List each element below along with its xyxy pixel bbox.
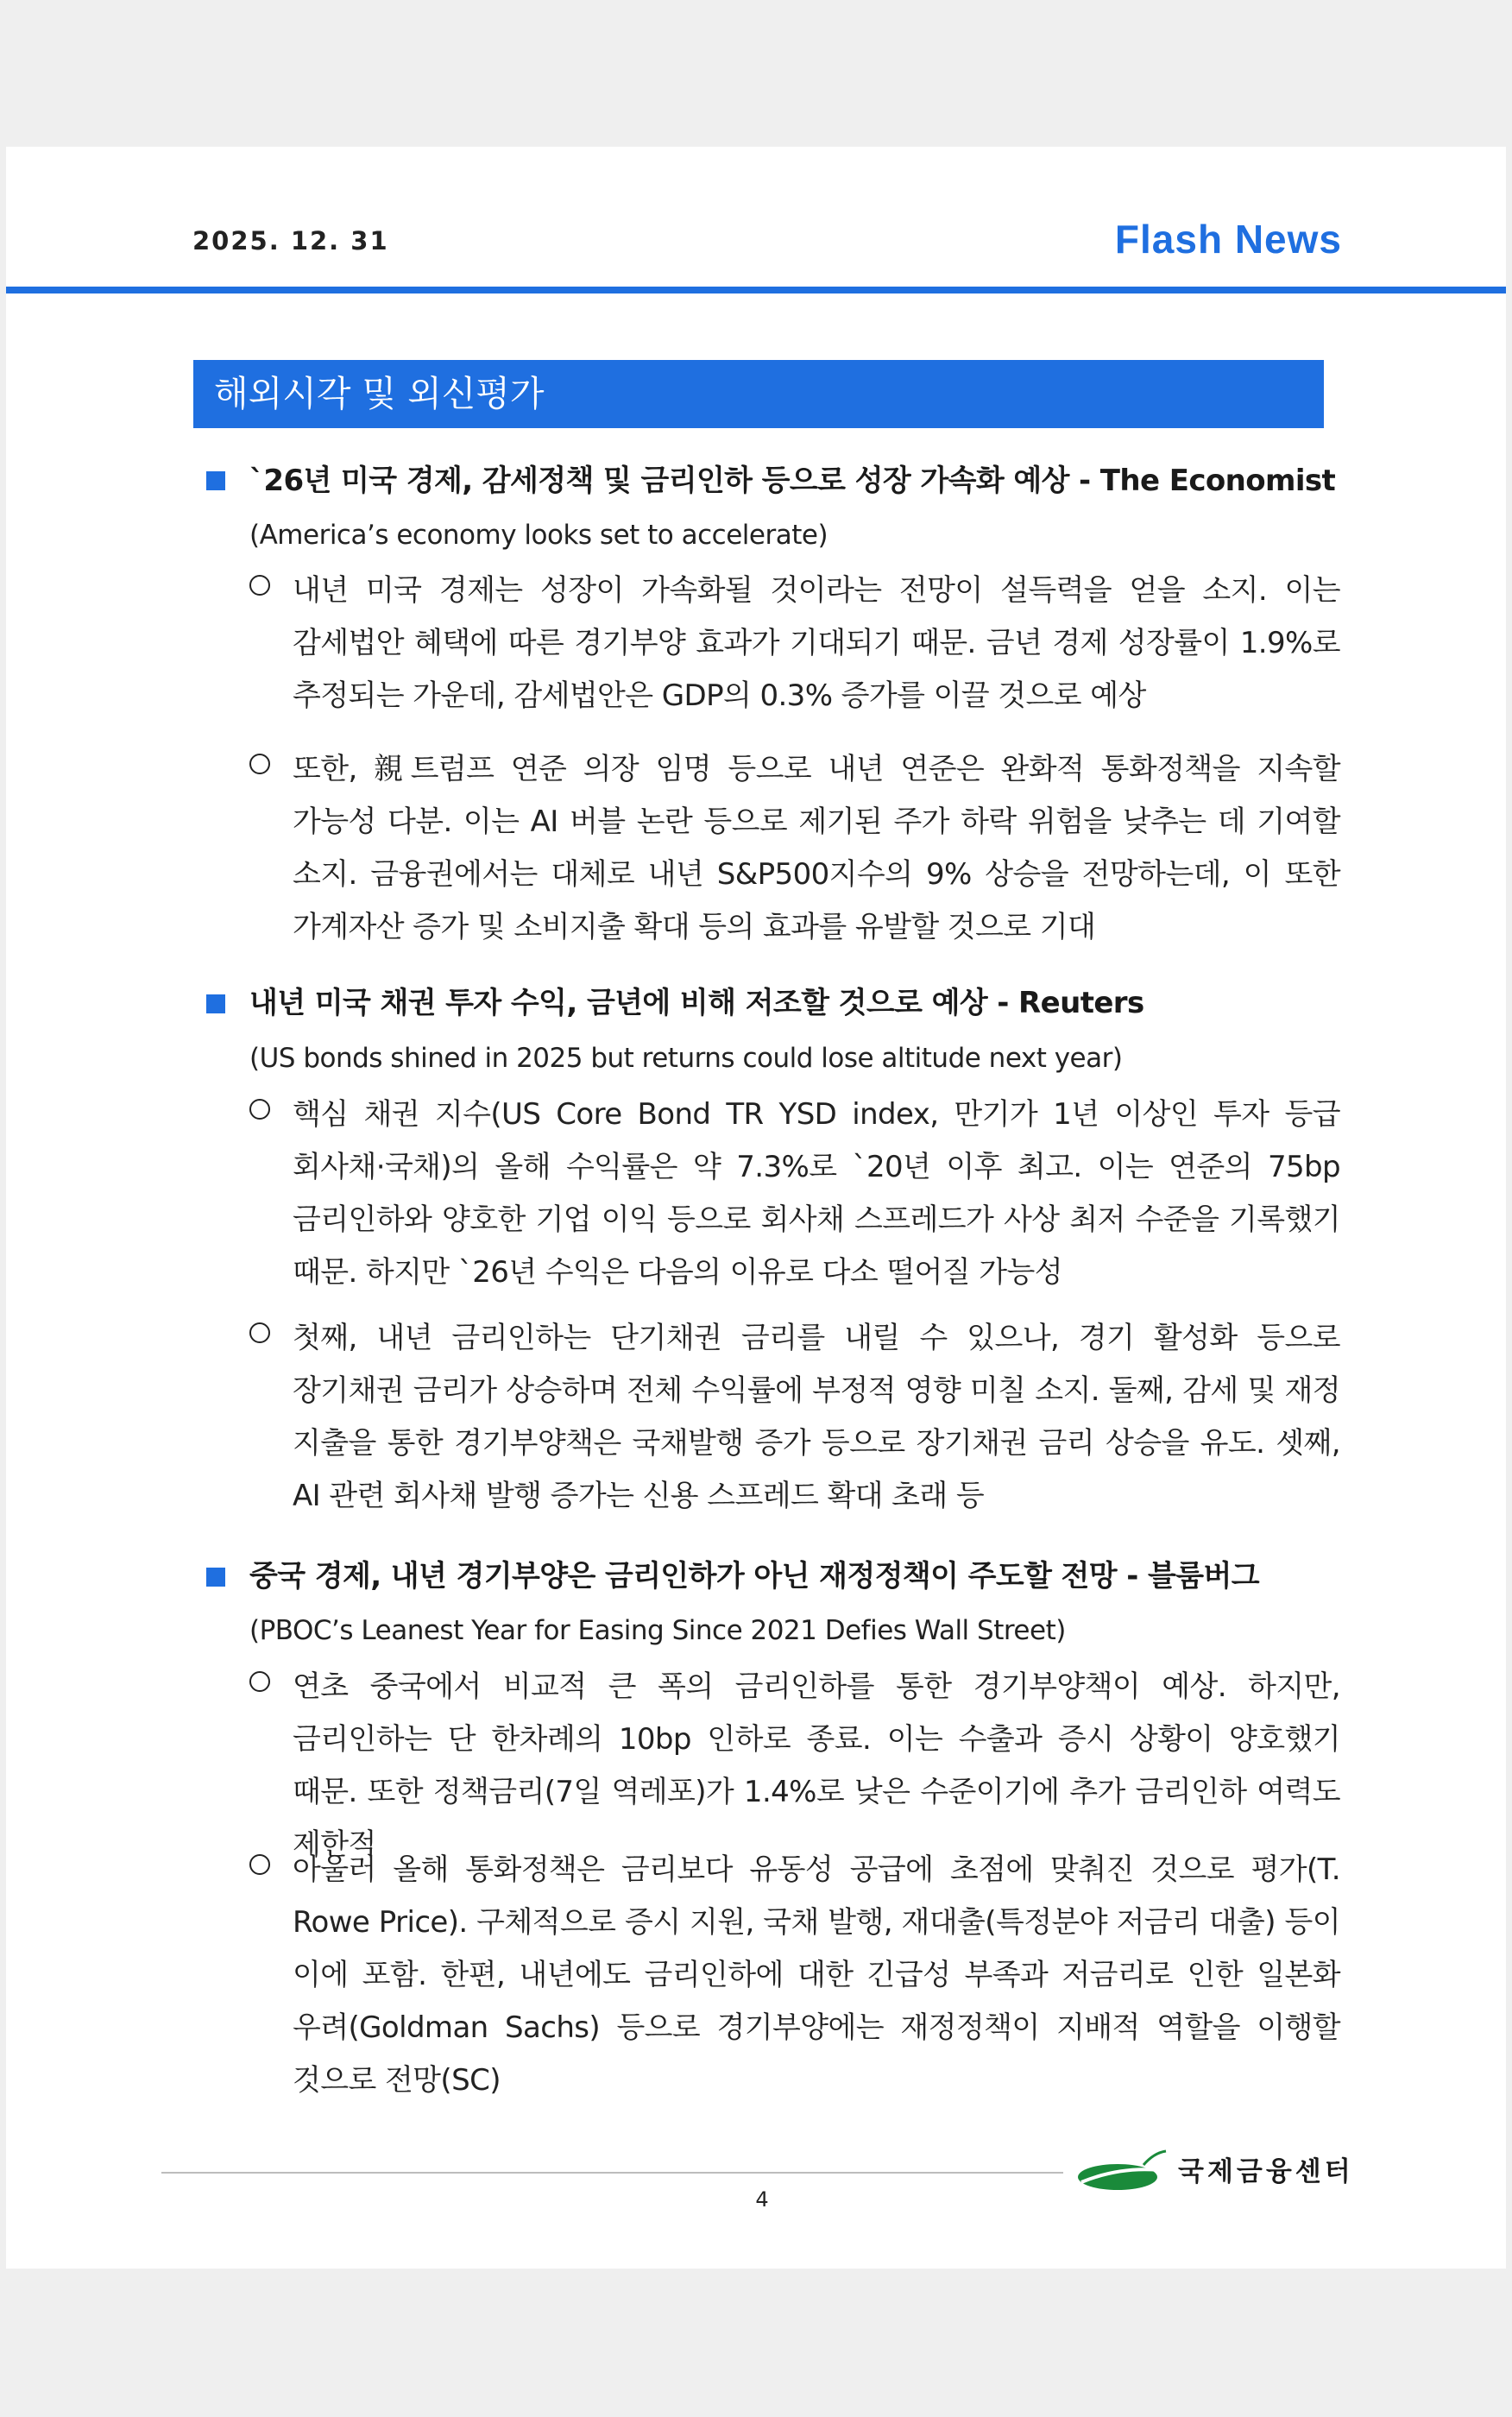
news-bullet [249, 565, 1340, 723]
report-brand: Flash News [1114, 217, 1342, 262]
organization-name: 국제금융센터 [1178, 2156, 1354, 2187]
report-date: 2025. 12. 31 [192, 226, 389, 256]
news-item-title: `26년 미국 경제, 감세정책 및 금리인하 등으로 성장 가속화 예상 - The Economist [249, 464, 1336, 498]
footer-divider [161, 2172, 1063, 2174]
bullet-text: 또한, 親트럼프 연준 의장 임명 등으로 내년 연준은 완화적 통화정책을 지속할 가능성 다분. 이는 AI 버블 논란 등으로 제기된 주가 하락 위험을 낮추는 데 기여할 소지. 금융권에서는 대체로 내년 S&P500지수의 9% 상승을 전망하는데, 이 또한 가계자산 증가 및 소비지출 확대 등의 효과를 유발할 것으로 기대 [293, 752, 1340, 944]
bullet-text: 내년 미국 경제는 성장이 가속화될 것이라는 전망이 설득력을 얻을 소지. 이는 감세법안 혜택에 따른 경기부양 효과가 기대되기 때문. 금년 경제 성장률이 1.9%로 추정되는 가운데, 감세법안은 GDP의 0.3% 증가를 이끌 것으로 예상 [293, 573, 1340, 713]
circle-bullet-icon [249, 575, 270, 596]
circle-bullet-icon [249, 1099, 270, 1120]
document-page [6, 147, 1506, 2269]
bullet-text: 아울러 올해 통화정책은 금리보다 유동성 공급에 초점에 맞춰진 것으로 평가(T. Rowe Price). 구체적으로 증시 지원, 국채 발행, 재대출(특정분야 저금리 대출) 등이 이에 포함. 한편, 내년에도 금리인하에 대한 긴급성 부족과 저금리로 인한 일본화 우려(Goldman Sachs) 등으로 경기부양에는 재정정책이 지배적 역할을 이행할 것으로 전망(SC) [293, 1852, 1340, 2098]
news-bullet [249, 1089, 1340, 1299]
news-bullet [249, 1312, 1340, 1523]
news-bullet [249, 1844, 1340, 2107]
item-square-icon [206, 471, 225, 490]
item-square-icon [206, 1568, 225, 1587]
page-number: 4 [755, 2187, 769, 2212]
news-item-title: 중국 경제, 내년 경기부양은 금리인하가 아닌 재정정책이 주도할 전망 - 블룸버그 [249, 1559, 1260, 1593]
bullet-text: 첫째, 내년 금리인하는 단기채권 금리를 내릴 수 있으나, 경기 활성화 등으로 장기채권 금리가 상승하며 전체 수익률에 부정적 영향 미칠 소지. 둘째, 감세 및 재정 지출을 통한 경기부양책은 국채발행 증가 등으로 장기채권 금리 상승을 유도. 셋째, AI 관련 회사채 발행 증가는 신용 스프레드 확대 초래 등 [293, 1321, 1340, 1513]
item-square-icon [206, 994, 225, 1013]
news-item-subtitle: (US bonds shined in 2025 but returns could lose altitude next year) [249, 1043, 1123, 1074]
header-divider [6, 287, 1506, 293]
circle-bullet-icon [249, 1322, 270, 1343]
section-title: 해외시각 및 외신평가 [193, 360, 1324, 428]
circle-bullet-icon [249, 1671, 270, 1692]
news-item-subtitle: (America’s economy looks set to accelerate) [249, 520, 828, 551]
news-bullet [249, 743, 1340, 954]
kcif-leaf-logo-icon [1076, 2148, 1171, 2196]
circle-bullet-icon [249, 754, 270, 774]
bullet-text: 연초 중국에서 비교적 큰 폭의 금리인하를 통한 경기부양책이 예상. 하지만, 금리인하는 단 한차례의 10bp 인하로 종료. 이는 수출과 증시 상황이 양호했기 때문. 또한 정책금리(7일 역레포)가 1.4%로 낮은 수준이기에 추가 금리인하 여력도 제한적 [293, 1669, 1340, 1862]
news-item-title: 내년 미국 채권 투자 수익, 금년에 비해 저조할 것으로 예상 - Reuters [249, 986, 1144, 1020]
bullet-text: 핵심 채권 지수(US Core Bond TR YSD index, 만기가 1년 이상인 투자 등급 회사채·국채)의 올해 수익률은 약 7.3%로 `20년 이후 최고. 이는 연준의 75bp 금리인하와 양호한 기업 이익 등으로 회사채 스프레드가 사상 최저 수준을 기록했기 때문. 하지만 `26년 수익은 다음의 이유로 다소 떨어질 가능성 [293, 1097, 1340, 1290]
circle-bullet-icon [249, 1854, 270, 1875]
news-bullet [249, 1661, 1340, 1871]
news-item-subtitle: (PBOC’s Leanest Year for Easing Since 2021 Defies Wall Street) [249, 1615, 1066, 1646]
